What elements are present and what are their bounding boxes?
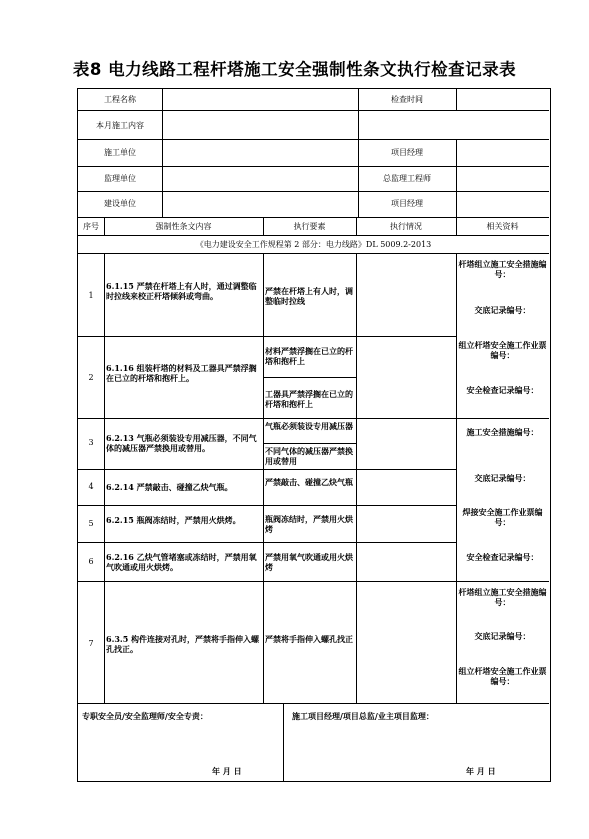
row-number: 5	[88, 519, 94, 528]
related-doc: 施工安全措施编号：	[466, 427, 539, 437]
rule	[78, 139, 549, 140]
execution-element: 瓶阀冻结时，严禁用火烘烤	[265, 514, 353, 534]
supervision-unit-label: 监理单位	[104, 174, 136, 183]
execution-element: 严禁敲击、碰撞乙炔气瓶	[265, 477, 353, 487]
related-doc: 杆塔组立施工安全措施编号：	[458, 587, 547, 607]
row-number: 4	[88, 482, 94, 491]
safety-officer-signature-label: 专职安全员/安全监理师/安全专责：	[82, 711, 208, 721]
related-doc: 组立杆塔安全施工作业票编号：	[458, 666, 547, 686]
rule	[78, 235, 549, 236]
rule	[78, 336, 456, 337]
related-doc: 焊接安全施工作业票编号：	[462, 507, 543, 527]
rule	[78, 469, 456, 470]
rule	[456, 139, 457, 217]
rule	[263, 443, 356, 444]
rule	[283, 703, 284, 782]
left-signature-date: 年 月 日	[212, 766, 242, 776]
row-number: 7	[88, 639, 94, 648]
rule	[263, 377, 356, 378]
related-doc: 交底记录编号：	[474, 305, 531, 315]
month-content-label: 本月施工内容	[96, 121, 144, 130]
column-header-elements: 执行要素	[293, 222, 326, 231]
execution-element: 严禁在杆塔上有人时，调整临时拉线	[265, 286, 353, 306]
rule	[78, 110, 549, 111]
clause-text: 6.1.15 严禁在杆塔上有人时，通过调整临时拉线来校正杆塔倾斜或弯曲。	[106, 281, 257, 301]
execution-element: 气瓶必须装设专用减压器	[265, 421, 353, 431]
rule	[78, 703, 549, 704]
check-time-label: 检查时间	[391, 95, 423, 104]
clause-text: 6.2.13 气瓶必须装设专用减压器，不同气体的减压器严禁换用或替用。	[106, 433, 257, 453]
rule	[78, 418, 549, 419]
execution-element: 工器具严禁浮搁在已立的杆塔和抱杆上	[265, 389, 353, 409]
rule	[356, 253, 357, 703]
row-number: 1	[88, 291, 94, 300]
related-doc: 安全检查记录编号：	[466, 385, 539, 395]
related-doc: 安全检查记录编号：	[466, 552, 539, 562]
column-header-no: 序号	[83, 222, 99, 231]
rule	[78, 191, 549, 192]
row-number: 2	[88, 373, 94, 382]
rule	[78, 253, 549, 254]
column-header-status: 执行情况	[390, 222, 422, 231]
execution-element: 严禁将手指伸入螺孔找正	[265, 634, 353, 644]
column-header-docs: 相关资料	[486, 222, 519, 231]
rule	[263, 253, 264, 703]
clause-text: 6.2.15 瓶阀冻结时，严禁用火烘烤。	[106, 515, 241, 525]
rule	[456, 89, 457, 111]
project-manager-label: 项目经理	[391, 148, 423, 157]
owner-unit-label: 建设单位	[104, 199, 136, 208]
column-header-clause: 强制性条文内容	[155, 222, 212, 231]
inspection-form	[77, 88, 551, 782]
construction-unit-label: 施工单位	[104, 148, 136, 157]
rule	[78, 542, 456, 543]
clause-text: 6.2.16 乙炔气管堵塞或冻结时，严禁用氧气吹通或用火烘烤。	[106, 552, 257, 572]
related-doc: 组立杆塔安全施工作业票编号：	[458, 340, 547, 360]
chief-supervisor-label: 总监理工程师	[383, 174, 431, 183]
rule	[162, 89, 163, 217]
project-name-label: 工程名称	[104, 95, 136, 104]
form-title: 表8 电力线路工程杆塔施工安全强制性条文执行检查记录表	[72, 60, 517, 79]
row-number: 3	[88, 438, 94, 447]
owner-manager-label: 项目经理	[391, 199, 423, 208]
rule	[78, 166, 549, 167]
rule	[104, 253, 105, 703]
execution-element: 材料严禁浮搁在已立的杆塔和抱杆上	[265, 346, 353, 366]
related-doc: 杆塔组立施工安全措施编号：	[458, 259, 547, 279]
clause-text: 6.2.14 严禁敲击、碰撞乙炔气瓶。	[106, 482, 233, 492]
clause-text: 6.3.5 构件连接对孔时，严禁将手指伸入螺孔找正。	[106, 634, 260, 654]
related-doc: 交底记录编号：	[474, 631, 531, 641]
standard-reference: 《电力建设安全工作规程第 2 部分：电力线路》DL 5009.2-2013	[195, 240, 432, 249]
right-signature-date: 年 月 日	[466, 766, 496, 776]
execution-element: 严禁用氧气吹通或用火烘烤	[265, 552, 353, 572]
manager-signature-label: 施工项目经理/项目总监/业主项目监理：	[292, 711, 434, 721]
clause-text: 6.1.16 组装杆塔的材料及工器具严禁浮搁在已立的杆塔和抱杆上。	[106, 363, 257, 383]
rule	[78, 505, 456, 506]
rule	[78, 217, 549, 218]
rule	[78, 581, 549, 582]
row-number: 6	[88, 557, 94, 566]
related-doc: 交底记录编号：	[474, 473, 531, 483]
execution-element: 不同气体的减压器严禁换用或替用	[265, 446, 353, 466]
